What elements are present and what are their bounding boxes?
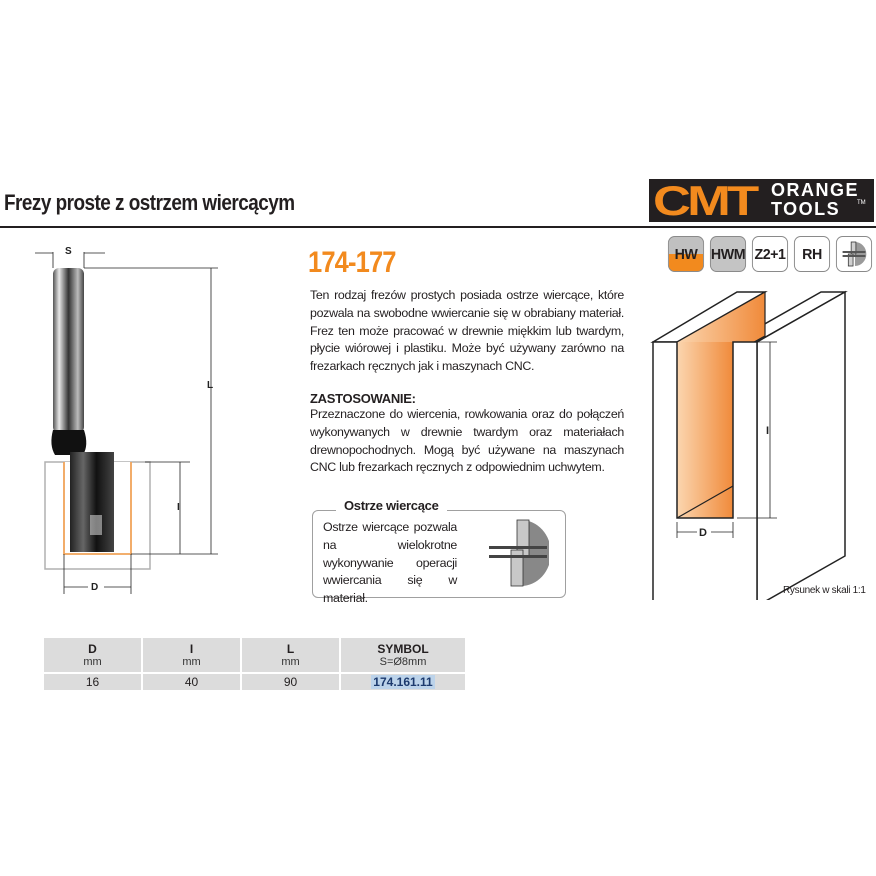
hw-badge: HW — [668, 236, 704, 272]
spec-table — [42, 636, 467, 692]
router-bit-diagram — [35, 240, 225, 600]
cell-d: 16 — [44, 674, 141, 690]
usage-heading: ZASTOSOWANIE: — [310, 391, 416, 406]
page-title: Frezy proste z ostrzem wiercącym — [4, 190, 295, 215]
product-code: 174-177 — [308, 246, 396, 279]
hwm-badge: HWM — [710, 236, 746, 272]
right-hand-badge: RH — [794, 236, 830, 272]
header-divider — [0, 226, 876, 228]
groove-diagram — [645, 290, 865, 600]
info-box-title: Ostrze wiercące — [336, 498, 447, 513]
label-i-right: I — [766, 425, 770, 437]
usage-text: Przeznaczone do wiercenia, rowkowania oraz do połączeń wykonywanych w drewnie twardym oraz materiałach drewnopochodnych. Mogą być używane na maszynach CNC lub frezarkach ręcznych z odpowiednim uchwytem. — [310, 407, 624, 475]
drill-tip-icon — [487, 518, 549, 588]
cmt-logo — [649, 179, 874, 222]
teeth-badge: Z2+1 — [752, 236, 788, 272]
cell-symbol — [341, 674, 465, 690]
label-i: I — [177, 502, 180, 513]
label-d: D — [91, 582, 99, 593]
table-row — [44, 674, 465, 690]
symbol-value[interactable]: 174.161.11 — [373, 675, 433, 689]
header-l: L mm — [242, 638, 339, 672]
table-header-row — [44, 638, 465, 672]
header-symbol: SYMBOL S=Ø8mm — [341, 638, 465, 672]
cell-i: 40 — [143, 674, 240, 690]
label-d-right: D — [699, 527, 707, 539]
logo-trademark: TM — [857, 200, 866, 206]
logo-line1: ORANGE — [771, 180, 860, 200]
header-i: I mm — [143, 638, 240, 672]
product-description: Ten rodzaj frezów prostych posiada ostrze wiercące, które pozwala na swobodne wwiercanie się w obrabiany materiał. Frez ten może pracować w drewnie miękkim lub twardym, płycie wiórowej i plastiku. Może być używany zarówno na frezarkach ręcznych jak i maszynach CNC. — [310, 288, 624, 374]
label-s: S — [65, 246, 72, 257]
feature-badges — [667, 236, 873, 272]
header-d: D mm — [44, 638, 141, 672]
scale-note: Rysunek w skali 1:1 — [783, 585, 866, 596]
label-l: L — [207, 380, 214, 391]
logo-line2: TOOLS — [771, 199, 841, 219]
info-box-text: Ostrze wiercące pozwala na wielokrotne wykonywanie operacji wwiercania się w materiał. — [323, 520, 457, 606]
cell-l: 90 — [242, 674, 339, 690]
cutter-profile-icon — [836, 236, 872, 272]
logo-brand: CMT — [653, 177, 756, 224]
